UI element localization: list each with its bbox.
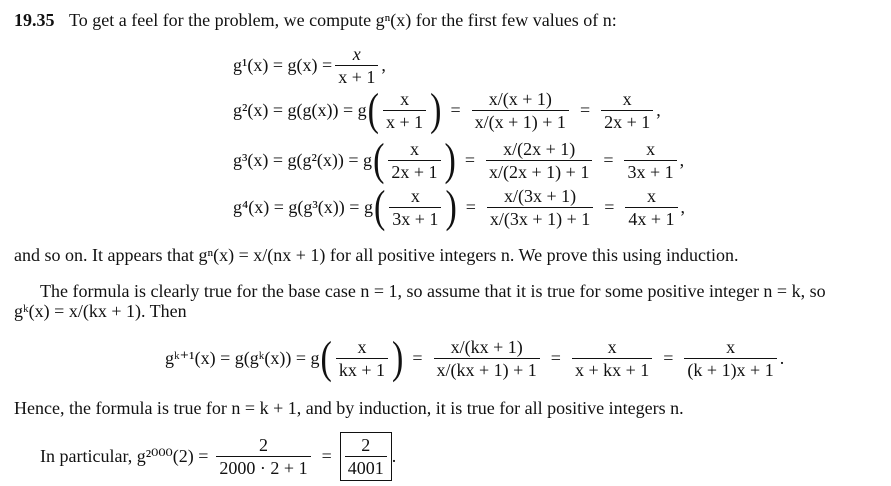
step-r1 xyxy=(572,337,652,380)
equation-1-result xyxy=(335,44,378,87)
step-mid xyxy=(434,337,540,380)
step-r1-num: x xyxy=(607,337,617,357)
equation-2-tail: , xyxy=(656,100,661,120)
induction-step-equation xyxy=(165,332,785,383)
equation-3-result-den: 3x + 1 xyxy=(624,160,676,182)
particular-tail: . xyxy=(391,446,397,466)
answer-den: 4001 xyxy=(345,456,387,478)
step-mid-den: x/(kx + 1) + 1 xyxy=(434,358,540,380)
equation-3-arg-den: 2x + 1 xyxy=(388,160,440,182)
equation-2-arg-num: x xyxy=(400,89,410,109)
equals-sign: = xyxy=(579,100,591,120)
conjecture-text: and so on. It appears that gⁿ(x) = x/(nx + 1) for all positive integers n. We prove this using induction. xyxy=(14,245,739,265)
particular-num: 2 xyxy=(259,435,268,455)
particular-den: 2000 · 2 + 1 xyxy=(216,456,310,478)
equals-sign: = xyxy=(550,348,561,368)
equation-2-arg-den: x + 1 xyxy=(383,110,426,132)
right-paren: ) xyxy=(430,84,442,135)
equation-3-mid xyxy=(486,139,592,182)
equals-sign: = xyxy=(464,150,476,170)
equation-2 xyxy=(233,84,661,135)
equation-2-mid-den: x/(x + 1) + 1 xyxy=(472,110,569,132)
equation-4-lhs: g⁴(x) = g(g³(x)) = g xyxy=(233,197,373,217)
step-r1-den: x + kx + 1 xyxy=(572,358,652,380)
answer-num: 2 xyxy=(361,435,371,455)
equation-4-result-den: 4x + 1 xyxy=(625,207,677,229)
equation-2-mid-num: x/(x + 1) xyxy=(488,89,552,109)
equation-1-result-num: x xyxy=(352,44,361,64)
equation-3-result-num: x xyxy=(646,139,656,159)
step-r2-num: x xyxy=(726,337,736,357)
step-arg-den: kx + 1 xyxy=(336,358,388,380)
equation-3-lhs: g³(x) = g(g²(x)) = g xyxy=(233,150,373,170)
step-tail: . xyxy=(779,348,785,368)
equation-3-tail: , xyxy=(679,150,685,170)
equals-sign: = xyxy=(321,446,332,466)
induction-text-1: The formula is clearly true for the base case n = 1, so assume that it is true for some positive integer n = k, so xyxy=(40,281,826,301)
step-arg-num: x xyxy=(357,337,367,357)
equals-sign: = xyxy=(465,197,476,217)
equation-1-lhs: g¹(x) = g(x) = xyxy=(233,55,333,75)
step-mid-num: x/(kx + 1) xyxy=(450,337,523,357)
right-paren: ) xyxy=(445,181,457,232)
equation-2-lhs: g²(x) = g(g(x)) = g xyxy=(233,100,367,120)
equals-sign: = xyxy=(450,100,461,120)
left-paren: ( xyxy=(320,332,332,383)
equation-1-tail: , xyxy=(381,55,386,75)
equation-2-result xyxy=(601,89,653,132)
step-r2-den: (k + 1)x + 1 xyxy=(684,358,776,380)
equation-3 xyxy=(233,134,685,185)
equation-3-result xyxy=(624,139,676,182)
equation-4 xyxy=(233,181,686,232)
induction-text-2: gᵏ(x) = x/(kx + 1). Then xyxy=(14,301,187,321)
equation-3-arg xyxy=(388,139,440,182)
equals-sign: = xyxy=(604,197,615,217)
equation-1 xyxy=(233,44,386,87)
equation-2-result-den: 2x + 1 xyxy=(601,110,653,132)
equation-2-result-num: x xyxy=(622,89,632,109)
step-r2 xyxy=(684,337,776,380)
equation-4-mid-den: x/(3x + 1) + 1 xyxy=(487,207,593,229)
problem-number: 19.35 xyxy=(14,10,55,30)
left-paren: ( xyxy=(373,181,386,232)
answer-box xyxy=(340,432,392,481)
equation-4-mid xyxy=(487,186,593,229)
answer-fraction xyxy=(345,435,387,478)
equation-2-arg xyxy=(383,89,426,132)
equals-sign: = xyxy=(603,150,614,170)
step-lhs: gᵏ⁺¹(x) = g(gᵏ(x)) = g xyxy=(165,348,320,368)
particular-fraction xyxy=(216,435,310,478)
conclusion-text: Hence, the formula is true for n = k + 1, and by induction, it is true for all positive integers n. xyxy=(14,398,684,418)
equation-2-mid xyxy=(472,89,569,132)
equation-3-mid-num: x/(2x + 1) xyxy=(503,139,576,159)
particular-lhs: In particular, g²⁰⁰⁰(2) = xyxy=(40,446,209,466)
equation-4-arg-den: 3x + 1 xyxy=(389,207,441,229)
equation-4-result xyxy=(625,186,677,229)
equation-3-arg-num: x xyxy=(409,139,419,159)
particular-equation xyxy=(40,432,396,481)
equation-4-tail: , xyxy=(680,197,686,217)
equation-3-mid-den: x/(2x + 1) + 1 xyxy=(486,160,592,182)
equation-1-result-den: x + 1 xyxy=(335,65,378,87)
problem-intro: To get a feel for the problem, we compute gⁿ(x) for the first few values of n: xyxy=(69,10,617,30)
equation-4-arg xyxy=(389,186,441,229)
left-paren: ( xyxy=(373,134,385,185)
equation-4-mid-num: x/(3x + 1) xyxy=(504,186,577,206)
step-arg xyxy=(336,337,388,380)
equals-sign: = xyxy=(412,348,423,368)
right-paren: ) xyxy=(392,332,404,383)
right-paren: ) xyxy=(444,134,456,185)
equals-sign: = xyxy=(663,348,674,368)
problem-header xyxy=(14,9,617,31)
left-paren: ( xyxy=(367,84,379,135)
equation-4-arg-num: x xyxy=(410,186,420,206)
equation-4-result-num: x xyxy=(646,186,656,206)
